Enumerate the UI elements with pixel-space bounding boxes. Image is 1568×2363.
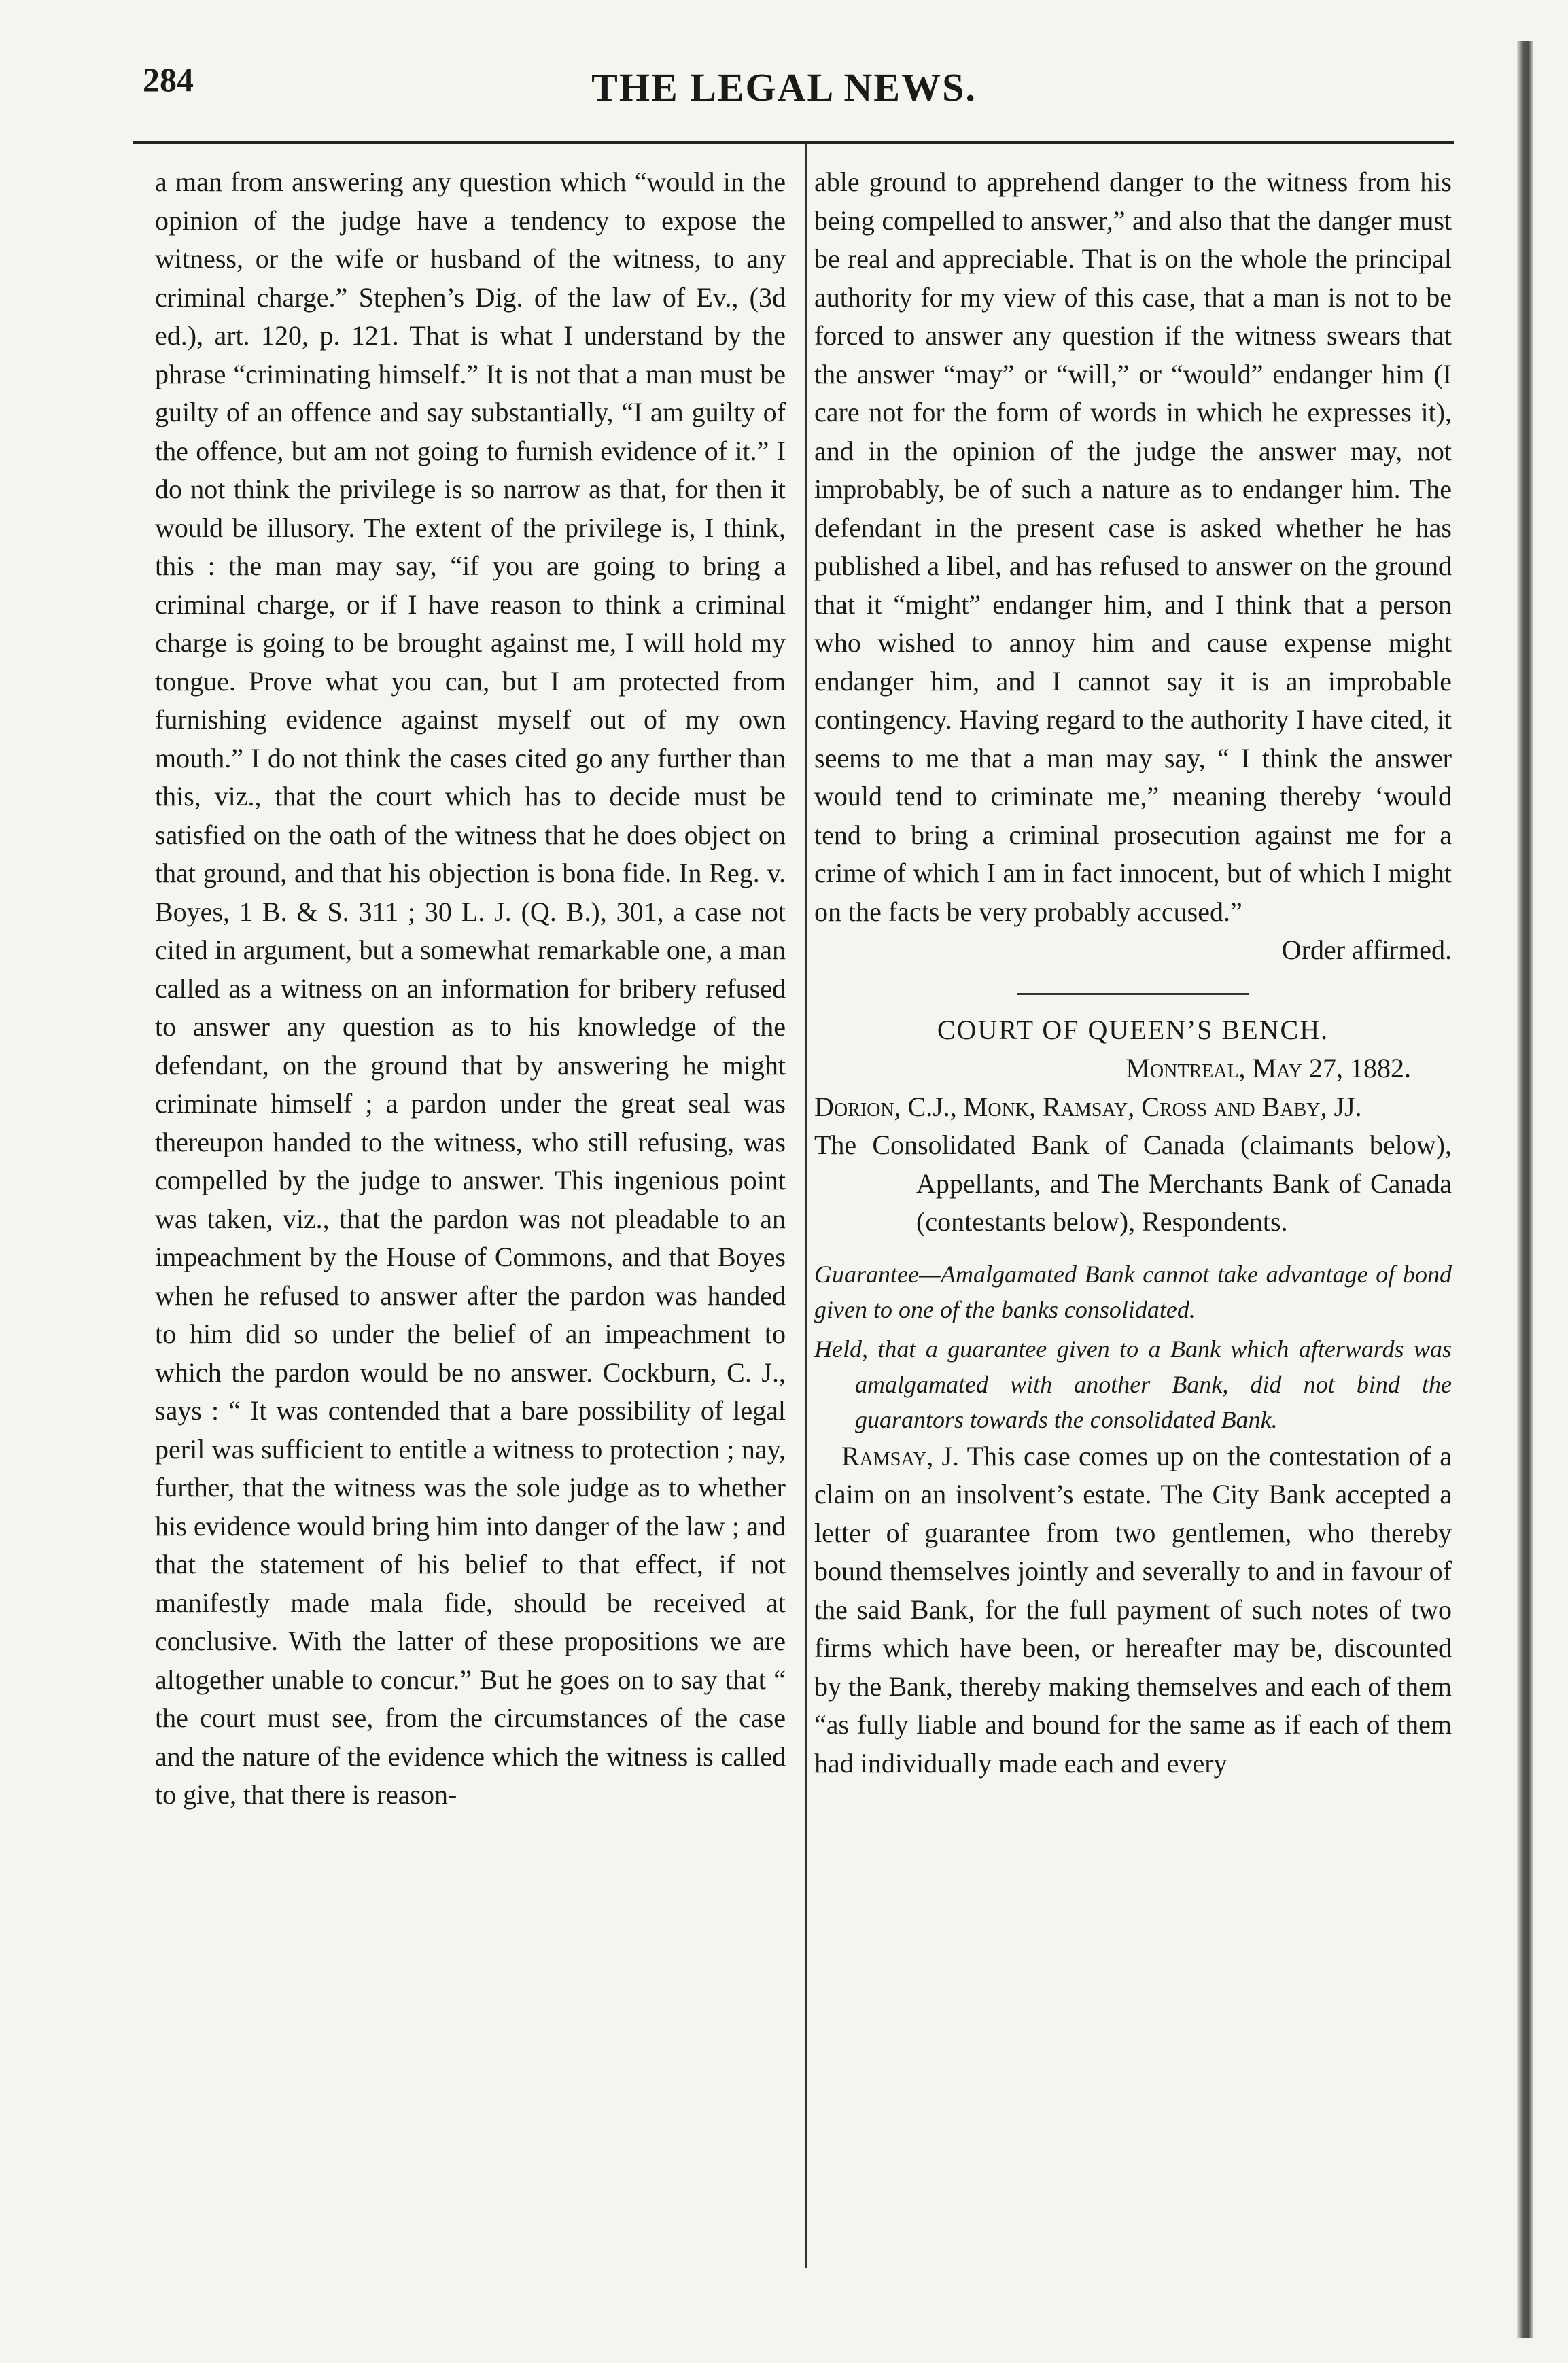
page-edge-shadow <box>1517 41 1533 2338</box>
section-rule <box>1017 993 1249 995</box>
headnote <box>814 1257 1452 1437</box>
left-column <box>155 163 786 1815</box>
court-title: COURT OF QUEEN’S BENCH. <box>937 1014 1329 1045</box>
page-number: 284 <box>143 60 194 99</box>
continued-paragraph: able ground to apprehend danger to the witness from his being compelled to answer,” and also that the danger must be real and appreciable. That is on the whole the principal authority for my view of this case, that a man is not to be forced to answer any question if the witness swears that the answer “may” or “will,” or “would” endanger him (I care not for the form of words in which he expresses it), and in the opinion of the judge the answer may, not improbably, be of such a nature as to endanger him. The defendant in the present case is asked whether he has published a libel, and has refused to answer on the ground that it “might” endanger him, and I think that a person who wished to annoy him and cause expense might endanger him, and I cannot say it is an improbable contingency. Having regard to the authority I have cited, it seems to me that a man may say, “ I think the answer would tend to criminate me,” meaning thereby ‘would tend to bring a criminal prosecution against me for a crime of which I am in fact innocent, but of which I might on the facts be very probably accused.” <box>814 167 1452 927</box>
headnote-subject: Guarantee—Amalgamated Bank cannot take advantage of bond given to one of the banks consolidated. <box>814 1260 1452 1323</box>
parties-line: The Consolidated Bank of Canada (claimants below), Appellants, and The Merchants Bank of Canada (contestants below), Respondents. <box>814 1130 1452 1237</box>
column-divider <box>805 144 807 2268</box>
header-rule <box>133 141 1454 144</box>
opinion-judge: Ramsay, J. <box>841 1440 960 1471</box>
headnote-held: Held, that a guarantee given to a Bank which afterwards was amalgamated with another Bank, did not bind the guarantors towards the consolidated Bank. <box>814 1335 1452 1433</box>
order-signoff: Order affirmed. <box>1281 934 1452 965</box>
opinion-text: This case comes up on the contestation of a claim on an insolvent’s estate. The City Bank accepted a letter of guarantee from two gentlemen, who thereby bound themselves jointly and severally to and in favour of the said Bank, for the full payment of such notes of two firms which have been, or hereafter may be, discounted by the Bank, thereby making themselves and each of them “as fully liable and bound for the same as if each of them had individually made each and every <box>814 1440 1452 1779</box>
judges-line: Dorion, C.J., Monk, Ramsay, Cross and Baby, JJ. <box>814 1091 1362 1122</box>
running-head: THE LEGAL NEWS. <box>591 65 977 109</box>
right-column <box>814 163 1452 1783</box>
opinion-paragraph <box>814 1437 1452 1783</box>
place-date: Montreal, May 27, 1882. <box>1126 1053 1411 1083</box>
left-column-paragraph: a man from answering any question which “would in the opinion of the judge have a tendency to expose the witness, or the wife or husband of the witness, to any criminal charge.” Stephen’s Dig. of the law of Ev., (3d ed.), art. 120, p. 121. That is what I understand by the phrase “criminating himself.” It is not that a man must be guilty of an offence and say substantially, “I am guilty of the offence, but am not going to furnish evidence of it.” I do not think the privilege is so narrow as that, for then it would be illusory. The extent of the privilege is, I think, this : the man may say, “if you are going to bring a criminal charge, or if I have reason to think a criminal charge is going to be brought against me, I will hold my tongue. Prove what you can, but I am protected from furnishing evidence against myself out of my own mouth.” I do not think the cases cited go any further than this, viz., that the court which has to decide must be satisfied on the oath of the witness that he does object on that ground, and that his objection is bona fide. In Reg. v. Boyes, 1 B. & S. 311 ; 30 L. J. (Q. B.), 301, a case not cited in argument, but a somewhat remarkable one, a man called as a witness on an information for bribery refused to answer any question as to his knowledge of the defendant, on the ground that by answering he might criminate himself ; a pardon under the great seal was thereupon handed to the witness, who still refusing, was compelled by the judge to answer. This ingenious point was taken, viz., that the pardon was not pleadable to an impeachment by the House of Commons, and that Boyes when he refused to answer after the pardon was handed to him did so under the belief of an impeachment to which the pardon would be no answer. Cockburn, C. J., says : “ It was contended that a bare possibility of legal peril was sufficient to entitle a witness to protection ; nay, further, that the witness was the sole judge as to whether his evidence would bring him into danger of the law ; and that the statement of his belief to that effect, if not manifestly made mala fide, should be received at conclusive. With the latter of these propositions we are altogether unable to concur.” But he goes on to say that “ the court must see, from the circumstances of the case and the nature of the evidence which the witness is called to give, that there is reason- <box>155 167 786 1810</box>
